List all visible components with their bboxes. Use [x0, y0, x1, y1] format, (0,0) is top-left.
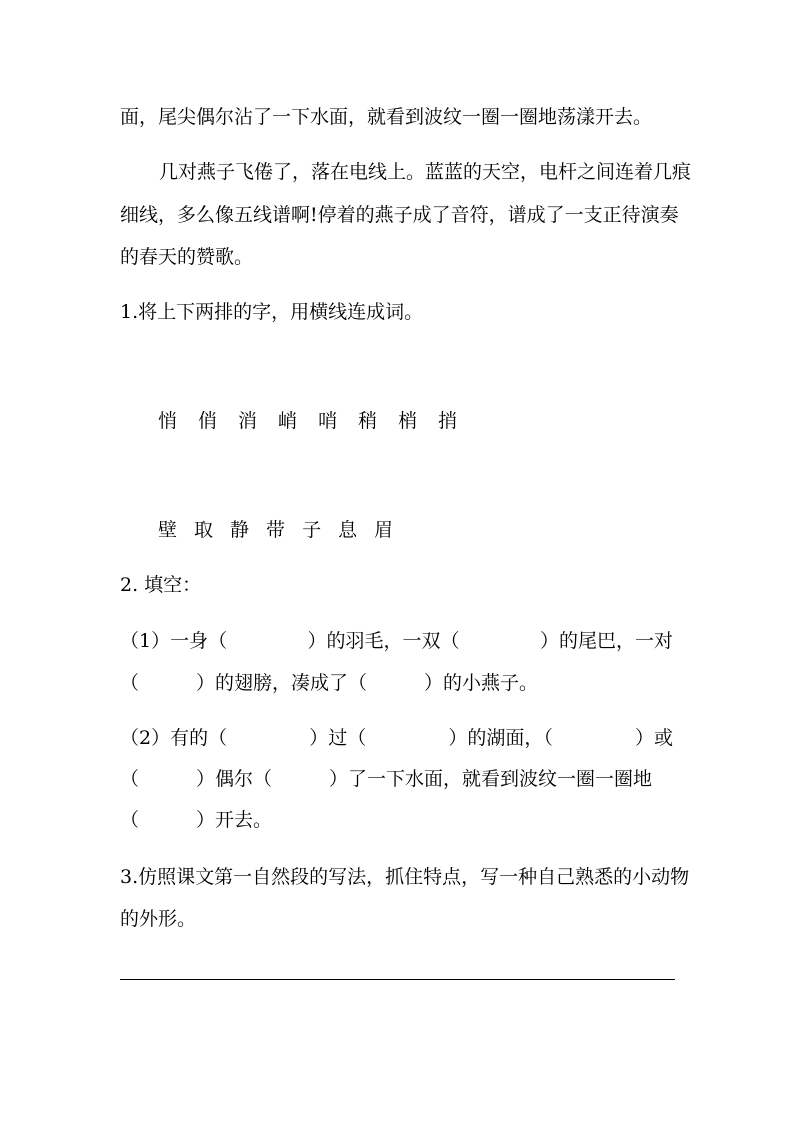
q2-item2-seg: ）过（ — [309, 727, 367, 749]
question-1-title: 1.将上下两排的字，用横线连成词。 — [120, 301, 424, 323]
top-char: 峭 — [278, 410, 298, 432]
bottom-char: 带 — [266, 519, 286, 541]
question-3-line-1: 3.仿照课文第一自然段的写法，抓住特点，写一种自己熟悉的小动物 — [120, 866, 690, 888]
top-char: 哨 — [318, 410, 338, 432]
passage-line-1: 面，尾尖偶尔沾了一下水面，就看到波纹一圈一圈地荡漾开去。 — [120, 106, 653, 128]
q2-item1-line-1 — [120, 629, 673, 653]
q2-item1-seg: ）的尾巴，一对 — [539, 630, 673, 652]
top-char: 捎 — [438, 410, 458, 432]
q2-item2-seg: ）的湖面，（ — [448, 727, 553, 749]
q2-item2-seg: ）或 — [634, 727, 673, 749]
top-char: 悄 — [158, 410, 178, 432]
q2-item2-line-1 — [120, 726, 673, 750]
q2-item2-seg: （2）有的（ — [120, 727, 228, 749]
bottom-char: 眉 — [374, 519, 394, 541]
top-char: 梢 — [398, 410, 418, 432]
bottom-char: 静 — [230, 519, 250, 541]
answer-line[interactable] — [120, 979, 675, 980]
passage-para2-line-1: 几对燕子飞倦了，落在电线上。蓝蓝的天空，电杆之间连着几痕 — [159, 161, 692, 183]
passage-para2-line-2: 细线，多么像五线谱啊!停着的燕子成了音符，谱成了一支正待演奏 — [120, 204, 679, 226]
bottom-char: 壁 — [158, 519, 178, 541]
q2-item1-line-2: （ ）的翅膀，凑成了（ ）的小燕子。 — [120, 672, 539, 694]
q1-bottom-row — [158, 518, 393, 542]
q2-item2-line-2: （ ）偶尔（ ）了一下水面，就看到波纹一圈一圈地 — [120, 768, 653, 790]
bottom-char: 息 — [338, 519, 358, 541]
bottom-char: 取 — [194, 519, 214, 541]
top-char: 俏 — [198, 410, 218, 432]
q1-top-row — [158, 409, 457, 433]
bottom-char: 子 — [302, 519, 322, 541]
q2-item1-seg: （1）一身（ — [120, 630, 228, 652]
q2-item2-line-3: （ ）开去。 — [120, 809, 273, 831]
q2-item1-seg: ）的羽毛，一双（ — [307, 630, 460, 652]
question-2-title: 2. 填空： — [120, 574, 202, 596]
question-3-line-2: 的外形。 — [120, 908, 197, 930]
top-char: 消 — [238, 410, 258, 432]
top-char: 稍 — [358, 410, 378, 432]
passage-para2-line-3: 的春天的赞歌。 — [120, 246, 254, 268]
